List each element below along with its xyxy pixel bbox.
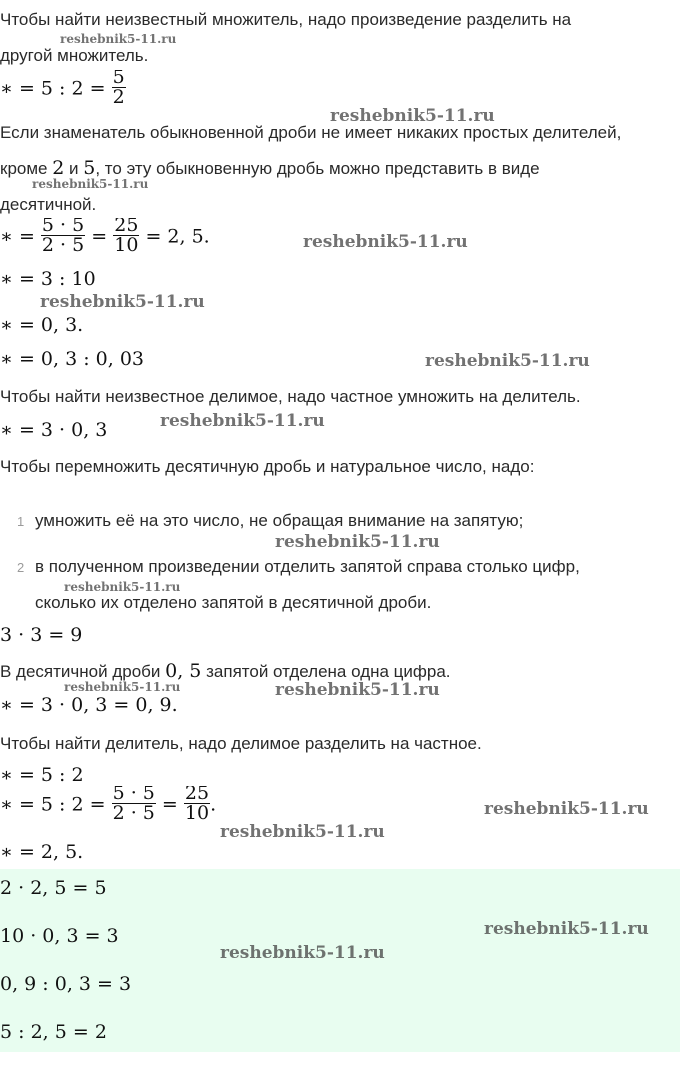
list-item-number: 2 [17, 560, 25, 575]
list-item: в полученном произведении отделить запятой справа столько цифр, [35, 557, 580, 576]
equation-4: ∗ = 0, 3. [0, 314, 84, 336]
watermark: reshebnik5-11.ru [484, 919, 649, 939]
text-denominator-rule-3: десятичной. [0, 195, 97, 214]
equation-7: 3 · 3 = 9 [0, 624, 83, 646]
watermark: reshebnik5-11.ru [32, 177, 149, 191]
text-rule-factor-2: другой множитель. [0, 46, 149, 65]
list-item: умножить её на это число, не обращая внимание на запятую; [35, 511, 524, 530]
equation-10: ∗ = 5 : 2 = $\frac{5 \cdot 5}{2 \cdot 5}$ = $\frac{25}{10}$ . [0, 786, 217, 824]
equation-2: ∗ = $\frac{5 \cdot 5}{2 \cdot 5}$ = $\frac{25}{10}$ = 2, 5. [0, 218, 210, 256]
watermark: reshebnik5-11.ru [220, 822, 385, 842]
equation-6: ∗ = 3 · 0, 3 [0, 419, 108, 441]
text-denominator-rule-1: Если знаменатель обыкновенной дроби не имеет никаких простых делителей, [0, 123, 622, 142]
watermark: reshebnik5-11.ru [40, 292, 205, 312]
check-equation: 0, 9 : 0, 3 = 3 [0, 973, 132, 995]
list-item-number: 1 [17, 514, 25, 529]
text-dividend-rule: Чтобы найти неизвестное делимое, надо частное умножить на делитель. [0, 387, 581, 406]
watermark: reshebnik5-11.ru [60, 32, 177, 46]
check-equation: 2 · 2, 5 = 5 [0, 877, 107, 899]
equation-11: ∗ = 2, 5. [0, 841, 84, 863]
equation-8: ∗ = 3 · 0, 3 = 0, 9. [0, 694, 178, 716]
list-item-continuation: сколько их отделено запятой в десятичной дроби. [35, 593, 432, 612]
watermark: reshebnik5-11.ru [425, 351, 590, 371]
watermark: reshebnik5-11.ru [64, 680, 181, 694]
text-denominator-rule-2: кроме 2 и 5, то эту обыкновенную дробь можно представить в виде [0, 157, 540, 179]
text-rule-factor-1: Чтобы найти неизвестный множитель, надо произведение разделить на [0, 10, 572, 29]
watermark: reshebnik5-11.ru [220, 943, 385, 963]
equation-1: ∗ = 5 : 2 = $\frac{5}{2}$ [0, 70, 125, 108]
equation-3: ∗ = 3 : 10 [0, 268, 96, 290]
check-equation: 5 : 2, 5 = 2 [0, 1021, 107, 1043]
watermark: reshebnik5-11.ru [160, 411, 325, 431]
watermark: reshebnik5-11.ru [484, 799, 649, 819]
text-decimal-digit: В десятичной дроби 0, 5 запятой отделена одна цифра. [0, 660, 451, 682]
equation-5: ∗ = 0, 3 : 0, 03 [0, 348, 144, 370]
watermark: reshebnik5-11.ru [275, 680, 440, 700]
watermark: reshebnik5-11.ru [303, 232, 468, 252]
watermark: reshebnik5-11.ru [330, 106, 495, 126]
text-multiply-rule: Чтобы перемножить десятичную дробь и натуральное число, надо: [0, 457, 535, 476]
check-equation: 10 · 0, 3 = 3 [0, 925, 119, 947]
text-divisor-rule: Чтобы найти делитель, надо делимое разделить на частное. [0, 734, 482, 753]
equation-9: ∗ = 5 : 2 [0, 764, 84, 786]
watermark: reshebnik5-11.ru [64, 580, 181, 594]
watermark: reshebnik5-11.ru [275, 532, 440, 552]
